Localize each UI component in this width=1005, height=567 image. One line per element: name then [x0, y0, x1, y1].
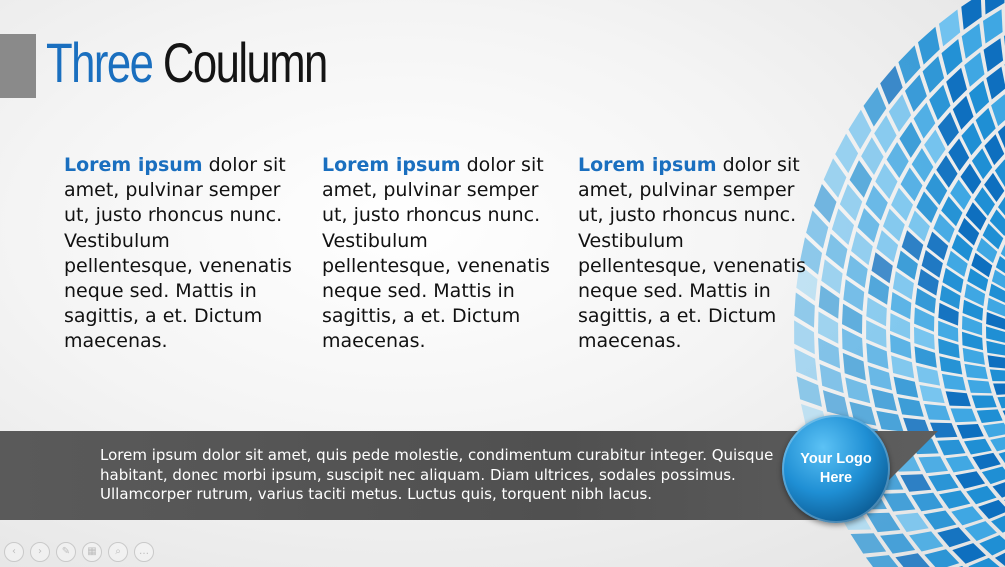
- mosaic-tile: [953, 96, 974, 130]
- mosaic-tile: [937, 527, 970, 547]
- mosaic-tile: [942, 374, 966, 391]
- mosaic-tile: [946, 456, 975, 473]
- mosaic-tile: [916, 366, 940, 386]
- mosaic-tile: [990, 369, 1005, 381]
- footer-band-text: Lorem ipsum dolor sit amet, quis pede molestie, condimentum curabitur integer. Quisque habitant, donec morbi ipsum, suscipit nec aliquam. Diam ultrices, sodales possimus. Ullamcorper rutrum, varius taciti metus. Luctus quis, torquent nibh lacus.: [100, 446, 774, 503]
- mosaic-tile: [984, 38, 1004, 72]
- mosaic-tile: [983, 9, 1003, 43]
- mosaic-tile: [939, 356, 962, 374]
- mosaic-tile: [965, 364, 988, 379]
- mosaic-tile: [982, 467, 1005, 485]
- previous-icon[interactable]: ‹: [4, 542, 24, 562]
- more-icon[interactable]: …: [134, 542, 154, 562]
- column-body: dolor sit amet, pulvinar semper ut, justo rhoncus nunc. Vestibulum pellentesque, venenatis neque sed. Mattis in sagittis, a et. Dictum maecenas.: [322, 154, 550, 353]
- mosaic-tile: [997, 396, 1005, 409]
- mosaic-tile: [823, 390, 849, 417]
- mosaic-tile: [915, 346, 937, 367]
- mosaic-tile: [866, 513, 900, 532]
- mosaic-tile: [957, 424, 984, 439]
- mosaic-tile: [951, 506, 983, 525]
- mosaic-tile: [797, 376, 822, 407]
- mosaic-tile: [876, 411, 903, 432]
- mosaic-tile: [964, 439, 992, 455]
- mosaic-tile: [986, 341, 1005, 356]
- next-icon[interactable]: ›: [30, 542, 50, 562]
- title-part-1: Three: [46, 31, 153, 94]
- mosaic-tile: [990, 436, 1005, 452]
- mosaic-tile: [977, 409, 1003, 423]
- mosaic-tile: [924, 511, 957, 530]
- logo-text: Your Logo Here: [800, 451, 872, 486]
- mosaic-tile: [939, 490, 970, 508]
- mosaic-tile: [909, 531, 943, 551]
- column-lead: Lorem ipsum: [64, 154, 203, 176]
- title-part-2: Coulumn: [162, 31, 327, 94]
- text-column-1: [64, 153, 296, 355]
- mosaic-tile: [920, 385, 945, 403]
- mosaic-tile: [871, 389, 897, 412]
- mosaic-tile: [972, 453, 1000, 470]
- slides-grid-icon[interactable]: ▦: [82, 542, 102, 562]
- pen-icon[interactable]: ✎: [56, 542, 76, 562]
- mosaic-tile: [895, 513, 928, 532]
- mosaic-tile: [972, 395, 997, 408]
- mosaic-tile: [866, 555, 903, 567]
- mosaic-tile: [924, 404, 950, 420]
- mosaic-tile: [946, 391, 971, 406]
- mosaic-tile: [930, 423, 957, 438]
- mosaic-tile: [983, 423, 1005, 438]
- mosaic-tile: [928, 474, 959, 492]
- mosaic-tile: [845, 377, 870, 403]
- mosaic-tile: [966, 486, 996, 504]
- mosaic-tile: [968, 380, 992, 393]
- mosaic-tile: [993, 384, 1005, 395]
- mosaic-tile: [951, 408, 977, 422]
- mosaic-tile: [952, 543, 986, 564]
- mosaic-tile: [938, 339, 960, 359]
- zoom-icon[interactable]: ⌕: [108, 542, 128, 562]
- mosaic-tile: [883, 493, 916, 512]
- column-body: dolor sit amet, pulvinar semper ut, justo rhoncus nunc. Vestibulum pellentesque, venenatis neque sed. Mattis in sagittis, a et. Dictum maecenas.: [64, 154, 292, 353]
- mosaic-tile: [969, 81, 989, 115]
- mosaic-tile: [918, 456, 948, 473]
- mosaic-tile: [891, 356, 914, 379]
- slideshow-controls: [4, 542, 154, 562]
- text-column-2: [322, 153, 554, 355]
- mosaic-tile: [991, 94, 1005, 126]
- logo-placeholder: [782, 415, 890, 523]
- mosaic-tile: [978, 500, 1005, 519]
- column-body: dolor sit amet, pulvinar semper ut, justo rhoncus nunc. Vestibulum pellentesque, venenatis neque sed. Mattis in sagittis, a et. Dictum maecenas.: [578, 154, 806, 353]
- mosaic-tile: [963, 348, 985, 365]
- mosaic-tile: [900, 474, 931, 492]
- mosaic-tile: [911, 493, 943, 512]
- mosaic-tile: [894, 377, 919, 398]
- mosaic-tile: [937, 440, 965, 456]
- mosaic-tile: [988, 355, 1005, 369]
- column-lead: Lorem ipsum: [322, 154, 461, 176]
- mosaic-tile: [868, 366, 892, 390]
- mosaic-tile: [965, 521, 997, 541]
- mosaic-tile: [986, 67, 1005, 100]
- text-column-3: [578, 153, 810, 355]
- mosaic-tile: [955, 471, 985, 489]
- mosaic-tile: [898, 397, 924, 416]
- title-accent-bar: [0, 34, 36, 98]
- page-title: [46, 30, 327, 96]
- mosaic-tile: [985, 0, 1005, 15]
- column-lead: Lorem ipsum: [578, 154, 717, 176]
